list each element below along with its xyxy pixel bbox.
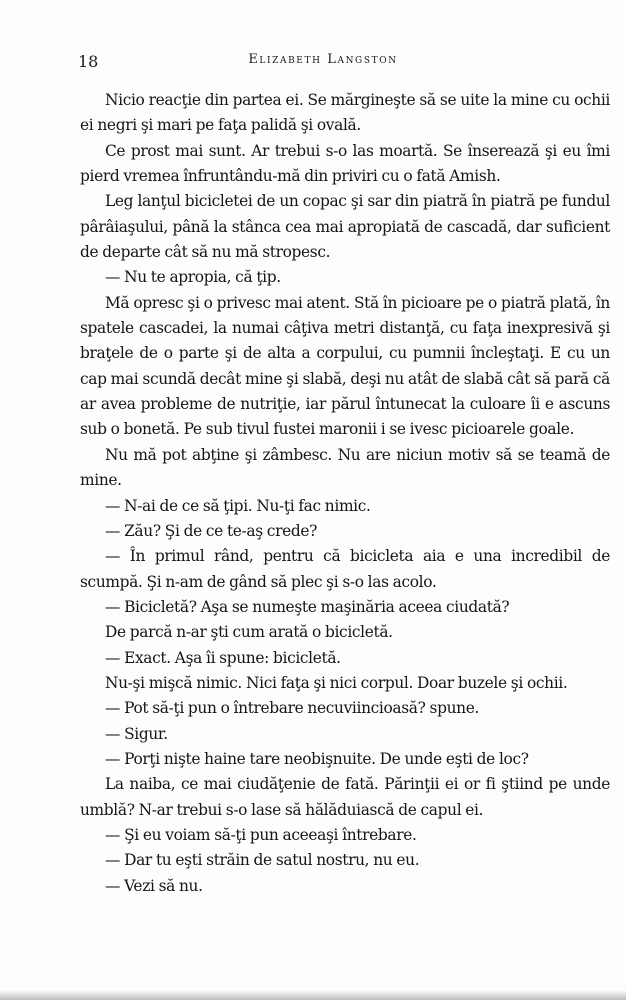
paragraph: Leg lanţul bicicletei de un copac şi sar din piatră în piatră pe fundul pârâiaşului, până la stânca cea mai apropiată de cascadă, dar suficient de departe cât să nu mă stropesc. (80, 192, 610, 262)
dialogue-line: — Nu te apropia, că ţip. (105, 268, 281, 287)
dialogue-line: — În primul rând, pentru că bicicleta aia e una incredibil de scumpă. Şi n-am de gând să plec şi s-o las acolo. (80, 547, 610, 591)
dialogue-line: — Exact. Aşa îi spune: bicicletă. (105, 648, 341, 667)
dialogue-line: — Dar tu eşti străin de satul nostru, nu eu. (105, 851, 420, 870)
dialogue-line: — Sigur. (105, 724, 168, 743)
paragraph: De parcă n-ar şti cum arată o bicicletă. (105, 623, 393, 642)
dialogue-line: — Zău? Şi de ce te-aş crede? (105, 521, 317, 540)
dialogue-line: — Porţi nişte haine tare neobişnuite. De unde eşti de loc? (105, 749, 529, 768)
paragraph: Mă opresc şi o privesc mai atent. Stă în picioare pe o piatră plată, în spatele cascadei, la numai câţiva metri distanţă, cu faţa inexpresivă şi braţele de o parte şi de alta a corpului, cu pumnii încleştaţi. E cu un cap mai scundă decât mine şi slabă, deşi nu atât de slabă cât să pară că ar avea probleme de nutriţie, iar părul întunecat la culoare îi e ascuns sub o bonetă. Pe sub tivul fustei maronii i se ivesc picioarele goale. (80, 293, 610, 439)
dialogue-line: — Pot să-ţi pun o întrebare necuviincioasă? spune. (105, 699, 480, 718)
paragraph: La naiba, ce mai ciudăţenie de fată. Părinţii ei or fi ştiind pe unde umblă? N-ar trebui s-o lase să hălăduiască de capul ei. (80, 775, 610, 819)
body-text (80, 88, 610, 899)
running-head-author: Elizabeth Langston (248, 52, 398, 67)
paragraph: Nu mă pot abţine şi zâmbesc. Nu are niciun motiv să se teamă de mine. (80, 445, 610, 490)
paragraph: Nu-şi mişcă nimic. Nici faţa şi nici corpul. Doar buzele şi ochii. (105, 673, 568, 692)
dialogue-line: — N-ai de ce să ţipi. Nu-ţi fac nimic. (105, 496, 371, 515)
dialogue-line: — Şi eu voiam să-ţi pun aceeaşi întrebare. (105, 825, 417, 844)
page-edge-shadow (0, 990, 626, 1000)
dialogue-line: — Vezi să nu. (105, 876, 203, 895)
page-number: 18 (78, 52, 99, 71)
paragraph: Nicio reacţie din partea ei. Se mărgineşte să se uite la mine cu ochii ei negri şi mari pe faţa palidă şi ovală. (80, 91, 610, 135)
page-header (78, 52, 568, 72)
paragraph: Ce prost mai sunt. Ar trebui s-o las moartă. Se înserează şi eu îmi pierd vremea înfruntându-mă din priviri cu o fată Amish. (80, 141, 610, 186)
dialogue-line: — Bicicletă? Aşa se numeşte maşinăria aceea ciudată? (105, 597, 510, 616)
